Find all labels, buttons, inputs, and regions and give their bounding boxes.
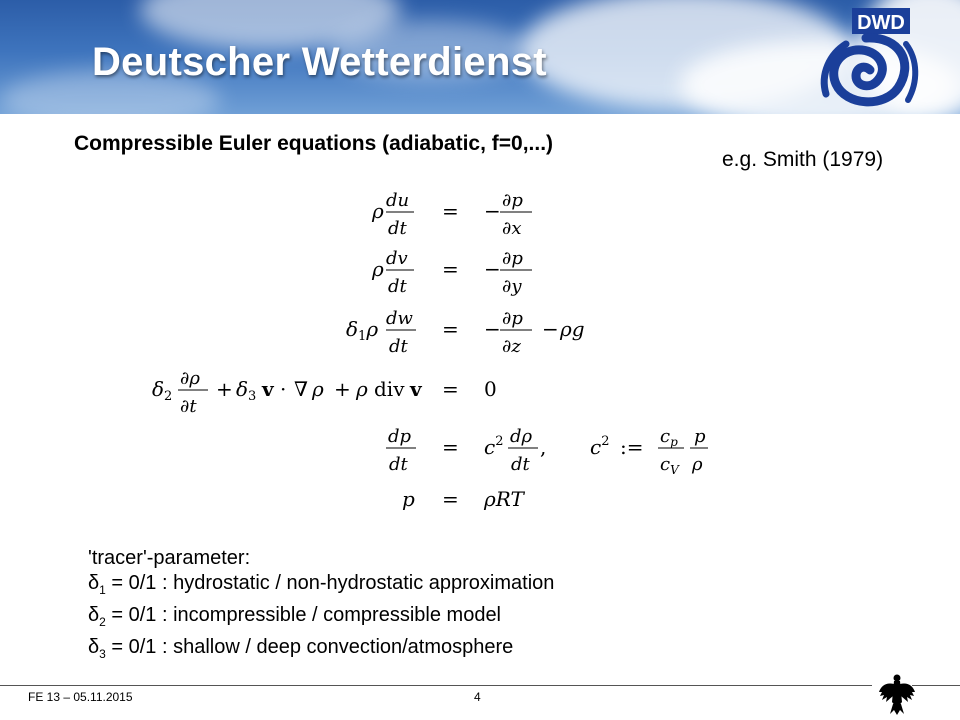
dwd-logo: [806, 4, 922, 110]
pressure-equation: [386, 426, 708, 477]
note-delta-3: $\delta_3 = 0/1$ : shallow / deep convection/atmosphere: [88, 636, 514, 661]
momentum-equation-z: [346, 308, 585, 357]
svg-text:div: div: [374, 377, 405, 401]
svg-text:dp: dp: [388, 426, 412, 447]
svg-text:c2: $c^2$: [484, 434, 504, 459]
euler-equations: [150, 180, 730, 520]
svg-text:∂p: ∂p: [502, 190, 523, 211]
svg-text:ρ: ρ: [692, 454, 703, 475]
page-number: 4: [474, 690, 481, 704]
svg-text:+: +: [334, 377, 351, 401]
svg-text:cp: $c_p$: [660, 426, 678, 449]
svg-text:v: v: [410, 377, 422, 401]
svg-text:=: =: [442, 435, 459, 459]
svg-text:δ2: $\delta_2$: [152, 377, 173, 404]
svg-text::=: :=: [620, 435, 644, 459]
svg-text:,: ,: [540, 435, 547, 459]
svg-text:dt: dt: [389, 454, 408, 475]
svg-text:·: ·: [280, 377, 287, 401]
svg-text:∂y: ∂y: [502, 276, 522, 297]
svg-text:dw: dw: [386, 308, 413, 329]
svg-text:v: v: [262, 377, 274, 401]
svg-text:ρRT: ρRT: [484, 487, 524, 511]
svg-text:dρ: dρ: [510, 426, 533, 447]
svg-text:dt: dt: [388, 276, 407, 297]
notes-intro: 'tracer'-parameter:: [88, 547, 251, 569]
eagle-icon: [878, 672, 916, 716]
svg-text:0: 0: [484, 377, 497, 401]
svg-text:ρ: ρ: [372, 257, 384, 281]
svg-text:cV: $c_V$: [660, 454, 679, 477]
reference-citation: e.g. Smith (1979): [722, 148, 884, 171]
organization-title: Deutscher Wetterdienst: [92, 40, 547, 84]
note-delta-1: $\delta_1 = 0/1$ : hydrostatic / non-hydrostatic approximation: [88, 572, 555, 597]
svg-text:dt: dt: [511, 454, 530, 475]
svg-text:−: −: [484, 199, 501, 223]
note-delta-2: $\delta_2 = 0/1$ : incompressible / compressible model: [88, 604, 502, 629]
svg-text:∂t: ∂t: [180, 396, 197, 417]
continuity-equation: [152, 368, 497, 417]
svg-text:p: p: [402, 487, 415, 511]
svg-text:∂p: ∂p: [502, 248, 523, 269]
tracer-parameter-notes: [88, 546, 554, 667]
svg-text:∂x: ∂x: [502, 218, 522, 239]
svg-text:∂z: ∂z: [502, 336, 521, 357]
momentum-equation-y: [371, 248, 532, 297]
svg-text:δ1ρ: $\delta_1\rho$: [346, 317, 379, 344]
svg-text:=: =: [442, 487, 459, 511]
svg-text:=: =: [442, 257, 459, 281]
footer-divider-right: [912, 685, 960, 686]
svg-text:du: du: [386, 190, 410, 211]
svg-text:=: =: [442, 317, 459, 341]
svg-text:∂p: ∂p: [502, 308, 523, 329]
svg-text:∇: ∇: [294, 377, 308, 401]
svg-text:ρ: ρ: [356, 377, 368, 401]
slide-heading: Compressible Euler equations (adiabatic, f=0,...): [74, 132, 554, 155]
svg-text:dv: dv: [386, 248, 408, 269]
svg-text:p: p: [694, 426, 706, 447]
svg-text:ρ: ρ: [312, 377, 324, 401]
momentum-equation-x: [371, 190, 532, 239]
svg-text:δ3: $\delta_3$: [236, 377, 257, 404]
svg-text:∂ρ: ∂ρ: [180, 368, 200, 389]
svg-text:=: =: [442, 199, 459, 223]
dwd-logo-text: DWD: [857, 12, 905, 34]
svg-text:ρ: ρ: [372, 199, 384, 223]
svg-text:+: +: [216, 377, 233, 401]
svg-text:−: −: [484, 257, 501, 281]
svg-text:−: −: [542, 317, 559, 341]
svg-text:−: −: [484, 317, 501, 341]
svg-text:ρg: ρg: [560, 317, 585, 341]
footer-date: FE 13 – 05.11.2015: [28, 690, 133, 704]
svg-text:c2: $c^2$: [590, 434, 610, 459]
ideal-gas-equation: [402, 487, 525, 511]
svg-text:=: =: [442, 377, 459, 401]
svg-text:dt: dt: [389, 336, 408, 357]
svg-text:dt: dt: [388, 218, 407, 239]
header-banner: [0, 0, 960, 114]
footer-divider: [0, 685, 872, 686]
